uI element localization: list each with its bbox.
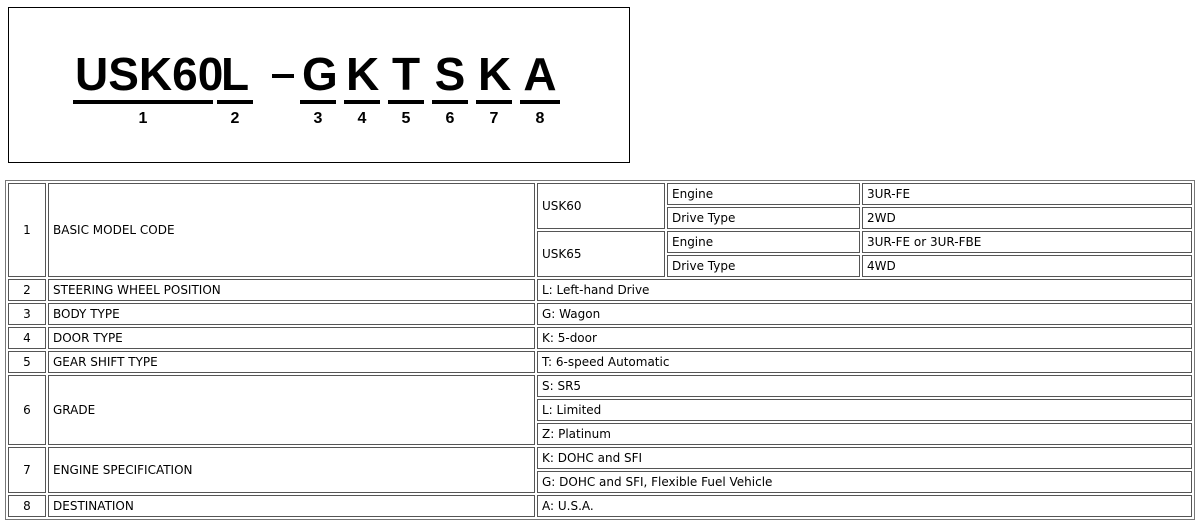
spec-label: Drive Type xyxy=(667,207,860,229)
row-number: 2 xyxy=(8,279,46,301)
code-segment-text: A xyxy=(523,48,557,100)
row-item: DESTINATION xyxy=(48,495,535,517)
model-code-table xyxy=(5,180,1195,520)
spec-value: 4WD xyxy=(862,255,1192,277)
row-number: 7 xyxy=(8,447,46,493)
row-value: L: Limited xyxy=(537,399,1192,421)
row-item: STEERING WHEEL POSITION xyxy=(48,279,535,301)
code-segment-number: 8 xyxy=(535,110,545,127)
row-item: BASIC MODEL CODE xyxy=(48,183,535,277)
row-value: L: Left-hand Drive xyxy=(537,279,1192,301)
row-value: S: SR5 xyxy=(537,375,1192,397)
code-segment xyxy=(217,48,253,127)
row-value: K: 5-door xyxy=(537,327,1192,349)
code-segment xyxy=(432,48,468,127)
code-segment-number: 2 xyxy=(230,110,240,127)
row-number: 3 xyxy=(8,303,46,325)
code-segment-text: T xyxy=(391,48,421,100)
code-underline xyxy=(300,100,336,104)
row-item: GRADE xyxy=(48,375,535,445)
model-code-box xyxy=(8,7,630,163)
row-value: T: 6-speed Automatic xyxy=(537,351,1192,373)
code-underline xyxy=(217,100,253,104)
table-row xyxy=(8,279,1192,301)
code-segment-text: S xyxy=(434,48,466,100)
code-segment-number: 6 xyxy=(445,110,455,127)
model-code: USK60 xyxy=(537,183,665,229)
code-segment-text: G xyxy=(302,48,338,100)
row-item: DOOR TYPE xyxy=(48,327,535,349)
row-number: 4 xyxy=(8,327,46,349)
row-number: 8 xyxy=(8,495,46,517)
row-value: G: Wagon xyxy=(537,303,1192,325)
code-underline xyxy=(388,100,424,104)
table-row xyxy=(8,495,1192,517)
spec-label: Engine xyxy=(667,183,860,205)
table-row xyxy=(8,351,1192,373)
row-number: 5 xyxy=(8,351,46,373)
code-segment-number: 5 xyxy=(401,110,411,127)
spec-label: Drive Type xyxy=(667,255,860,277)
code-segment xyxy=(344,48,380,127)
row-item: BODY TYPE xyxy=(48,303,535,325)
code-underline xyxy=(476,100,512,104)
code-underline xyxy=(73,100,213,104)
row-value: A: U.S.A. xyxy=(537,495,1192,517)
spec-label: Engine xyxy=(667,231,860,253)
spec-value: 3UR-FE or 3UR-FBE xyxy=(862,231,1192,253)
code-underline xyxy=(520,100,560,104)
row-item: GEAR SHIFT TYPE xyxy=(48,351,535,373)
table-row xyxy=(8,375,1192,397)
code-segment-number: 7 xyxy=(489,110,499,127)
code-segment-number: 4 xyxy=(357,110,367,127)
code-dash xyxy=(272,74,294,78)
row-item: ENGINE SPECIFICATION xyxy=(48,447,535,493)
spec-value: 2WD xyxy=(862,207,1192,229)
code-segment xyxy=(476,48,512,127)
row-number: 1 xyxy=(8,183,46,277)
code-segment xyxy=(388,48,424,127)
code-segment xyxy=(520,48,560,127)
code-underline xyxy=(432,100,468,104)
spec-value: 3UR-FE xyxy=(862,183,1192,205)
row-value: K: DOHC and SFI xyxy=(537,447,1192,469)
table-row xyxy=(8,183,1192,205)
table-row xyxy=(8,447,1192,469)
code-segment-number: 1 xyxy=(138,110,148,127)
code-segment-number: 3 xyxy=(313,110,323,127)
row-number: 6 xyxy=(8,375,46,445)
code-segment-text: USK60 xyxy=(75,48,224,100)
code-segment-text: K xyxy=(346,48,380,100)
code-underline xyxy=(344,100,380,104)
code-segment xyxy=(73,48,224,127)
table-row xyxy=(8,327,1192,349)
table-row xyxy=(8,303,1192,325)
code-segment-text: L xyxy=(220,48,250,100)
model-code: USK65 xyxy=(537,231,665,277)
row-value: Z: Platinum xyxy=(537,423,1192,445)
code-segment-text: K xyxy=(478,48,512,100)
code-segment xyxy=(300,48,338,127)
row-value: G: DOHC and SFI, Flexible Fuel Vehicle xyxy=(537,471,1192,493)
